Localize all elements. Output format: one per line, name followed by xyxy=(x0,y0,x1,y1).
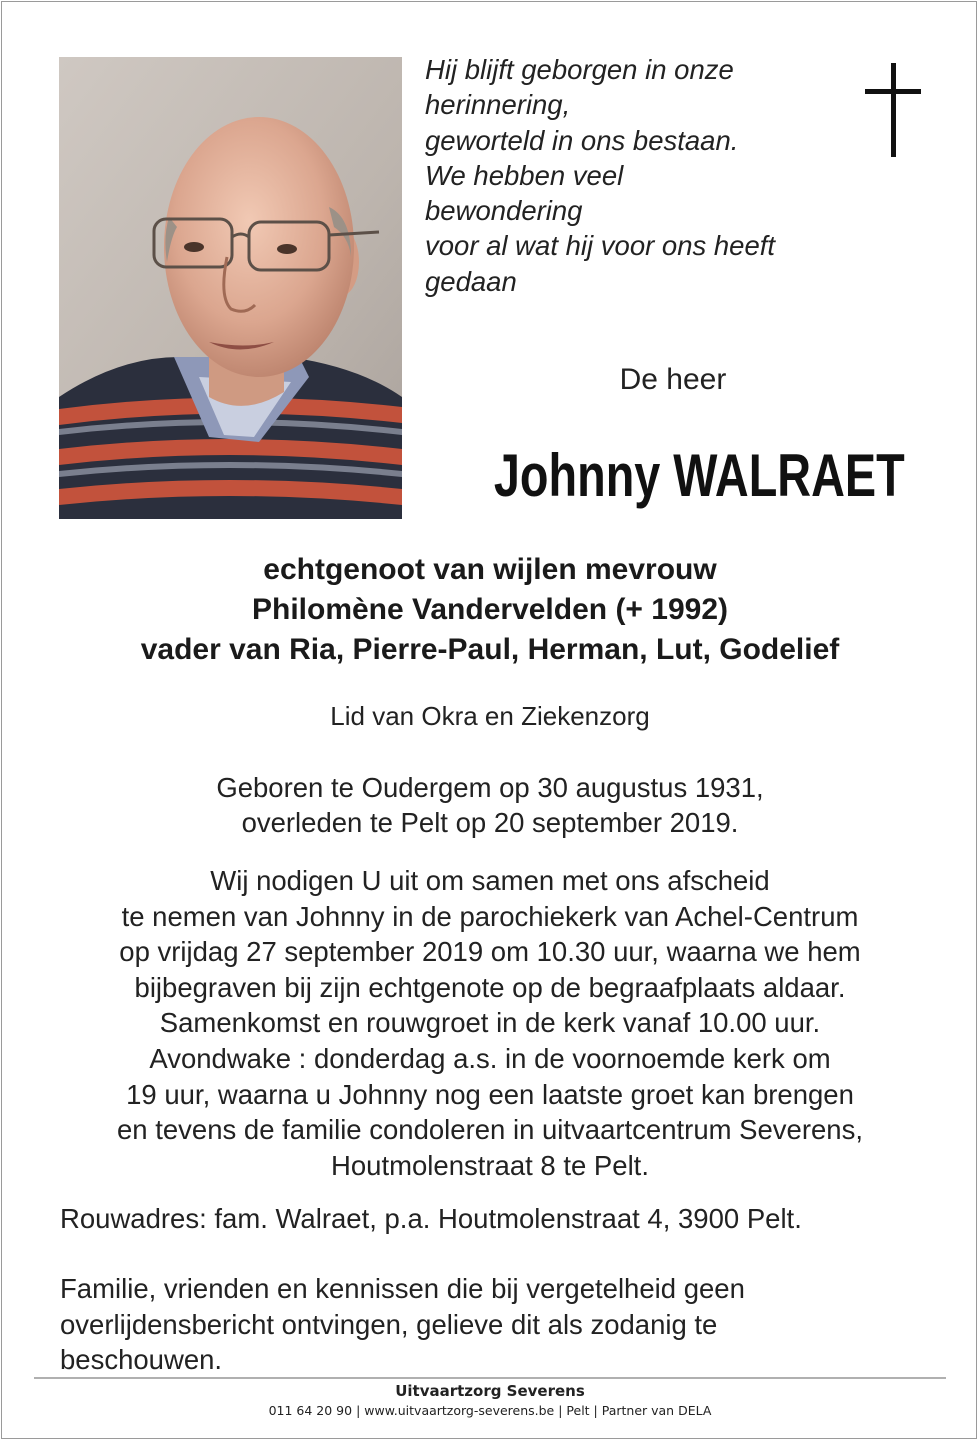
closing-line: Familie, vrienden en kennissen die bij vergetelheid geen xyxy=(60,1273,745,1304)
invitation-line: Wij nodigen U uit om samen met ons afscheid xyxy=(210,865,770,896)
invitation-line: Houtmolenstraat 8 te Pelt. xyxy=(331,1149,649,1181)
relation-line: echtgenoot van wijlen mevrouw xyxy=(263,553,717,586)
relation-line: vader van Ria, Pierre-Paul, Herman, Lut, Godelief xyxy=(140,633,840,666)
invitation-line: 19 uur, waarna u Johnny nog een laatste groet kan brengen xyxy=(126,1078,854,1110)
poem-line: bewondering xyxy=(425,195,583,227)
membership: Lid van Okra en Ziekenzorg xyxy=(330,701,650,731)
invitation-line: bijbegraven bij zijn echtgenote op de begraafplaats aldaar. xyxy=(134,971,846,1003)
invitation xyxy=(0,863,980,1183)
salutation: De heer xyxy=(619,363,727,396)
poem-line: herinnering, xyxy=(425,89,571,121)
poem-line: voor al wat hij voor ons heeft xyxy=(425,230,776,262)
mourning-address: Rouwadres: fam. Walraet, p.a. Houtmolenstraat 4, 3900 Pelt. xyxy=(60,1203,802,1234)
closing-line: beschouwen. xyxy=(60,1344,223,1375)
deceased-name: Johnny WALRAET xyxy=(493,442,905,509)
funeral-company-name: Uitvaartzorg Severens xyxy=(395,1382,585,1400)
invitation-line: op vrijdag 27 september 2019 om 10.30 uur, waarna we hem xyxy=(119,936,861,968)
footer-divider xyxy=(34,1377,946,1379)
invitation-line: en tevens de familie condoleren in uitvaartcentrum Severens, xyxy=(117,1114,863,1146)
poem-line: gedaan xyxy=(425,265,517,297)
funeral-company-info: 011 64 20 90 | www.uitvaartzorg-severens.be | Pelt | Partner van DELA xyxy=(268,1403,712,1418)
poem-line: We hebben veel xyxy=(425,159,624,191)
invitation-line: te nemen van Johnny in de parochiekerk van Achel-Centrum xyxy=(121,900,859,932)
poem-line: Hij blijft geborgen in onze xyxy=(425,54,734,85)
date-line: Geboren te Oudergem op 30 augustus 1931, xyxy=(216,772,764,803)
relation-line: Philomène Vandervelden (+ 1992) xyxy=(251,593,729,626)
poem-line: geworteld in ons bestaan. xyxy=(425,124,739,156)
cross-icon xyxy=(865,63,923,164)
invitation-line: Avondwake : donderdag a.s. in de voornoemde kerk om xyxy=(149,1042,831,1074)
invitation-line: Samenkomst en rouwgroet in de kerk vanaf 10.00 uur. xyxy=(159,1007,821,1039)
relations xyxy=(0,550,980,670)
closing-note xyxy=(60,1271,940,1378)
date-line: overleden te Pelt op 20 september 2019. xyxy=(241,807,739,838)
portrait-photo xyxy=(59,57,402,519)
closing-line: overlijdensbericht ontvingen, gelieve dit als zodanig te xyxy=(60,1308,718,1340)
poem xyxy=(425,52,845,299)
birth-death-dates xyxy=(0,770,980,840)
